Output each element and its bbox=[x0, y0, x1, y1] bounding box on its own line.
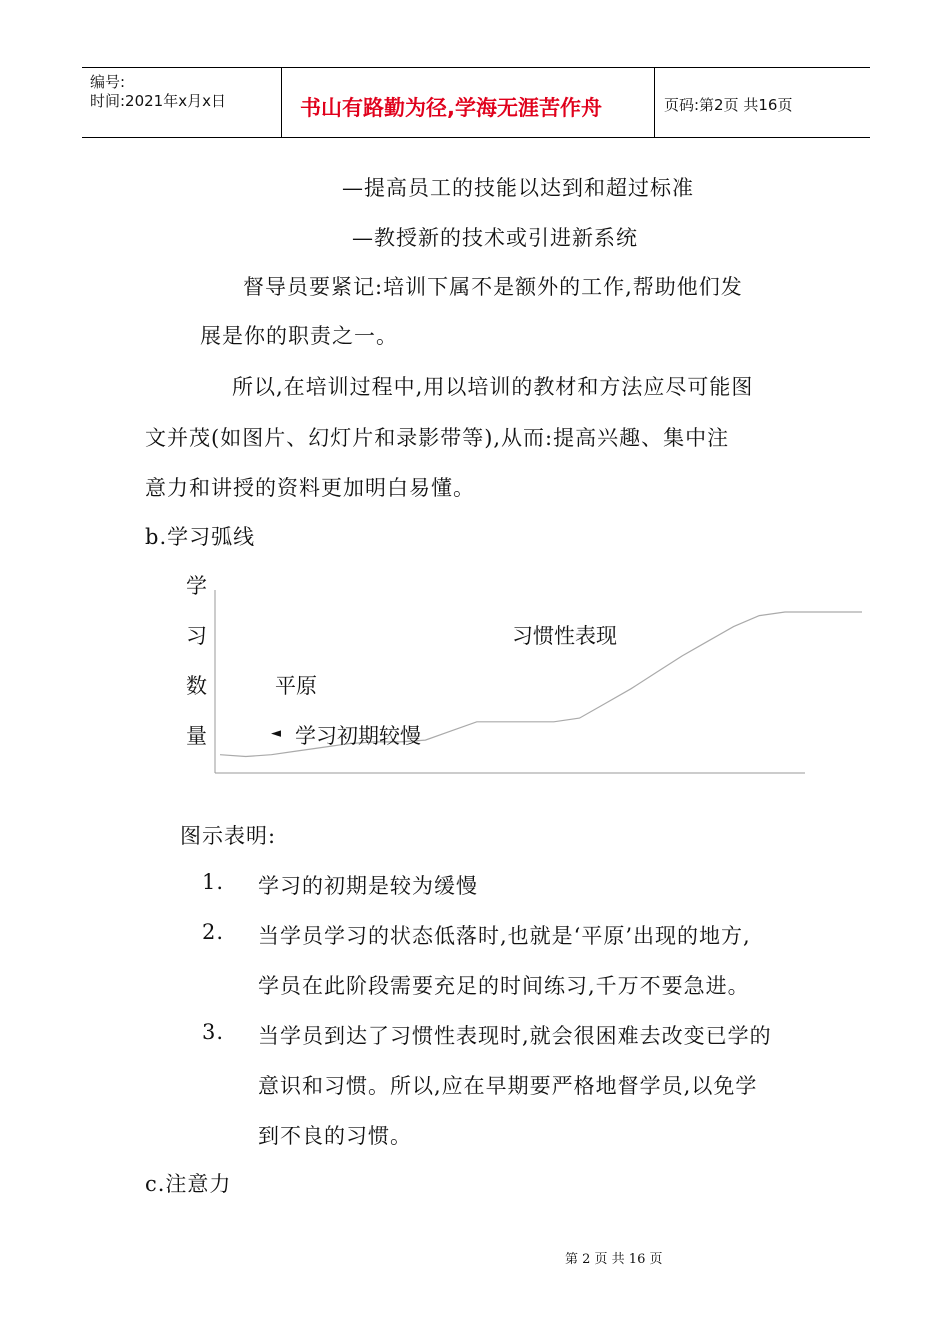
list-number: 1. bbox=[202, 870, 225, 894]
annotation-early: 学习初期较慢 bbox=[295, 724, 421, 748]
list-number: 2. bbox=[202, 920, 225, 944]
arrow-left-icon: ◄ bbox=[271, 726, 281, 741]
section-heading-b: b.学习弧线 bbox=[145, 525, 256, 549]
section-heading-c: c.注意力 bbox=[145, 1172, 232, 1196]
list-item-text: 学员在此阶段需要充足的时间练习,千万不要急进。 bbox=[258, 974, 750, 998]
annotation-habit: 习惯性表现 bbox=[512, 624, 617, 648]
list-item-text: 到不良的习惯。 bbox=[258, 1124, 412, 1148]
learning-curve-chart bbox=[150, 560, 870, 785]
page-header bbox=[82, 67, 870, 138]
list-number: 3. bbox=[202, 1020, 225, 1044]
code-label: 编号: bbox=[90, 73, 126, 91]
list-item-text: 当学员学习的状态低落时,也就是‘平原’出现的地方, bbox=[258, 924, 751, 948]
annotation-plateau: 平原 bbox=[275, 674, 317, 698]
list-item-text: 学习的初期是较为缓慢 bbox=[258, 874, 478, 898]
header-divider bbox=[281, 68, 282, 137]
paragraph-line: 意力和讲授的资料更加明白易懂。 bbox=[145, 476, 475, 500]
paragraph-line: —教授新的技术或引进新系统 bbox=[352, 226, 638, 250]
y-label-char: 习 bbox=[186, 624, 207, 648]
list-item-text: 意识和习惯。所以,应在早期要严格地督学员,以免学 bbox=[258, 1074, 758, 1098]
paragraph-line: 文并茂(如图片、幻灯片和录影带等),从而:提高兴趣、集中注 bbox=[145, 426, 730, 450]
paragraph-line: 展是你的职责之一。 bbox=[200, 324, 398, 348]
y-label-char: 数 bbox=[186, 674, 207, 698]
y-label-char: 量 bbox=[186, 724, 207, 748]
paragraph-line: 所以,在培训过程中,用以培训的教材和方法应尽可能图 bbox=[232, 375, 754, 399]
page-label: 页码:第2页 共16页 bbox=[664, 96, 793, 114]
list-item-text: 当学员到达了习惯性表现时,就会很困难去改变已学的 bbox=[258, 1024, 772, 1048]
header-divider bbox=[654, 68, 655, 137]
motto-text: 书山有路勤为径,学海无涯苦作舟 bbox=[300, 96, 602, 120]
explain-title: 图示表明: bbox=[180, 824, 277, 848]
learning-curve-svg bbox=[150, 560, 870, 785]
time-label: 时间:2021年x月x日 bbox=[90, 92, 226, 110]
y-label-char: 学 bbox=[186, 574, 207, 598]
page-footer: 第 2 页 共 16 页 bbox=[565, 1252, 663, 1267]
paragraph-line: —提高员工的技能以达到和超过标准 bbox=[342, 176, 694, 200]
paragraph-line: 督导员要紧记:培训下属不是额外的工作,帮助他们发 bbox=[243, 275, 743, 299]
